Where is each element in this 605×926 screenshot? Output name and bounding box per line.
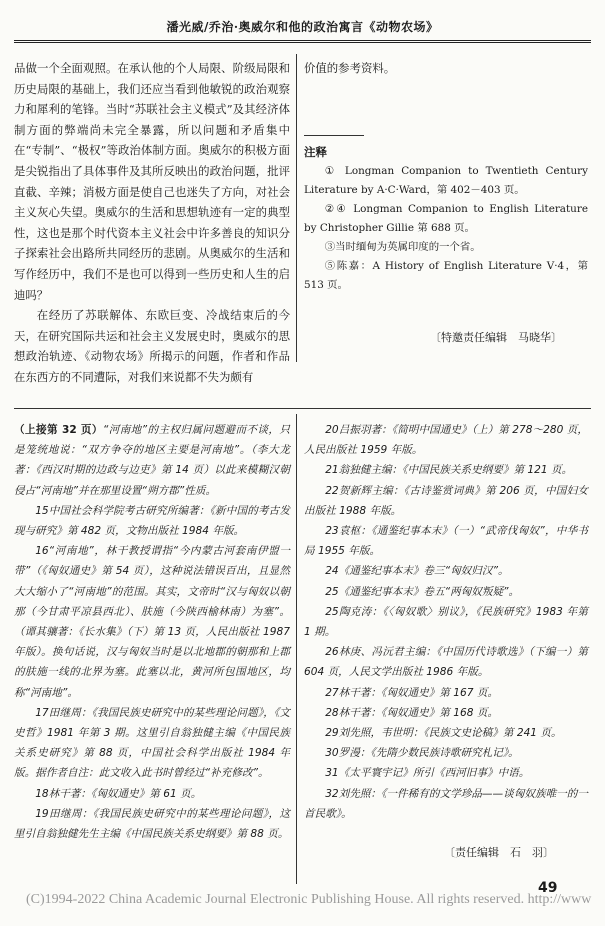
- footnote-item: 18林干著：《匈奴通史》第 61 页。: [35, 787, 202, 800]
- notes-heading: 注释: [304, 144, 327, 159]
- top-right-column: [304, 58, 588, 345]
- footnote-item: 24《通鉴纪事本末》卷三“匈奴归汉”。: [325, 565, 509, 578]
- footnote-item: 27林干著：《匈奴通史》第 167 页。: [325, 686, 499, 699]
- footnote-item: 30罗漫：《先隋少数民族诗歌研究札记》。: [325, 747, 519, 760]
- footnote-item: 31《太平寰宇记》所引《西河旧事》中语。: [325, 767, 530, 780]
- bottom-left-column: [14, 420, 290, 844]
- footnote-item: 20吕振羽著：《简明中国通史》（上）第 278～280 页，人民出版社 1959 年版。: [304, 424, 588, 457]
- footnote-item: 19田继周：《我国民族史研究中的某些理论问题》，这里引自翁独健先生主编《中国民族关系史纲要》第 88 页。: [14, 807, 290, 841]
- guest-editor-credit: 〔特邀责任编辑 马晓华〕: [430, 330, 562, 344]
- continued-from-label: （上接第 32 页）: [14, 424, 103, 436]
- footnote-paragraph: [14, 420, 290, 501]
- footnote-text: “河南地”的主权归属问题避而不谈，只是笼统地说：“双方争夺的地区主要是河南地”。（李大龙著：《西汉时期的边政与边吏》第 14 页）以此来模糊汉朝侵占“河南地”并在那里设置“朔方郡”性质。: [14, 424, 290, 497]
- body-paragraph: 品做一个全面观照。在承认他的个人局限、阶级局限和历史局限的基础上，我们还应当看到他敏锐的政治观察力和犀利的笔锋。当时“苏联社会主义模式”及其经济体制方面的弊端尚未完全暴露，所以问题和矛盾集中在“专制”、“极权”等政治体制方面。奥威尔的积极方面是尖锐指出了具体事件及其所反映出的政治问题，批评直截、辛辣；消极方面是使自己也迷失了方向，对社会主义灰心失望。奥威尔的生活和思想轨迹有一定的典型性，这也是那个时代资本主义社会中许多善良的知识分子探索社会出路所共同经历的悲剧。从奥威尔的生活和写作经历中，我们不是也可以得到一些历史和人生的启迪吗？: [14, 61, 290, 302]
- footnote-item: 16“河南地”，林干教授谓指“今内蒙古河套南伊盟一带”（《匈奴通史》第 54 页），这种说法错误百出，且显然大大缩小了“河南地”的范围。其实，文帝时“汉与匈奴以朝那（今甘肃平凉县西北）、肤施（今陕西榆林南）为塞”。（谭其骧著：《长水集》（下）第 13 页，人民出版社 1987 年版）。换句话说，汉与匈奴当时是以北地郡的朝那和上郡的肤施一线的北界为塞。此塞以北，黄河所包围地区，均称“河南地”。: [14, 545, 290, 699]
- column-divider: [296, 414, 297, 884]
- note-item: ① Longman Companion to Twentieth Century Literature by A·C·Ward，第 402－403 页。: [304, 164, 588, 196]
- notes-rule: [304, 135, 364, 136]
- header-rule-double: [14, 42, 591, 43]
- footnote-item: 15中国社会科学院考古研究所编著：《新中国的考古发现与研究》第 482 页，文物出版社 1984 年版。: [14, 504, 290, 538]
- copyright-footer: (C)1994-2022 China Academic Journal Electronic Publishing House. All rights reserved. http://www: [26, 892, 592, 907]
- header-rule: [14, 40, 591, 41]
- footnote-item: 25陶克涛：《〈匈奴歌〉别议》，《民族研究》1983 年第 1 期。: [304, 605, 588, 639]
- footnote-item: 22贺新辉主编：《古诗鉴赏词典》第 206 页，中国妇女出版社 1988 年版。: [304, 484, 588, 517]
- footnote-item: 32刘先照：《一件稀有的文学珍品——谈匈奴族唯一的一首民歌》。: [304, 787, 588, 820]
- note-item: ③当时缅甸为英属印度的一个省。: [324, 240, 481, 253]
- column-divider: [296, 54, 297, 362]
- top-left-column: [14, 58, 290, 388]
- body-paragraph-continuation: 价值的参考资料。: [304, 61, 396, 75]
- footnote-item: 25《通鉴纪事本末》卷五“两匈奴叛疑”。: [325, 585, 520, 598]
- editor-credit: 〔责任编辑 石 羽〕: [444, 846, 554, 860]
- note-item: ②④ Longman Companion to English Literature by Christopher Gillie 第 688 页。: [304, 202, 588, 234]
- page-number: 49: [538, 880, 558, 896]
- running-header: 潘光威/乔治·奥威尔和他的政治寓言《动物农场》: [166, 20, 439, 34]
- footnote-item: 28林干著：《匈奴通史》第 168 页。: [325, 706, 499, 719]
- footnote-item: 26林庚、冯沅君主编：《中国历代诗歌选》（下编一）第 604 页，人民文学出版社 1986 年版。: [304, 646, 588, 679]
- note-item: ⑤陈嘉：A History of English Literature V·4，第 513 页。: [304, 259, 588, 291]
- body-paragraph: 在经历了苏联解体、东欧巨变、冷战结束后的今天，在研究国际共运和社会主义发展史时，奥威尔的思想政治轨迹、《动物农场》所揭示的问题，作者和作品在东西方的不同遭际，对我们来说都不失为颇有: [14, 308, 290, 384]
- bottom-right-column: [304, 420, 588, 860]
- footnote-item: 29刘先照，韦世明：《民族文史论稿》第 241 页。: [325, 727, 562, 740]
- footnote-item: 23袁枢：《通鉴纪事本末》（一）“武帝伐匈奴”，中华书局 1955 年版。: [304, 525, 588, 558]
- section-rule: [14, 408, 591, 409]
- footnote-item: 21翁独健主编：《中国民族关系史纲要》第 121 页。: [325, 464, 573, 477]
- footnote-item: 17田继周：《我国民族史研究中的某些理论问题》，《文史哲》1981 年第 3 期。这里引自翁独健主编《中国民族关系史研究》第 88 页，中国社会科学出版社 1984 年版。据作者自注：此文收入此书时曾经过“补充修改”。: [14, 706, 290, 780]
